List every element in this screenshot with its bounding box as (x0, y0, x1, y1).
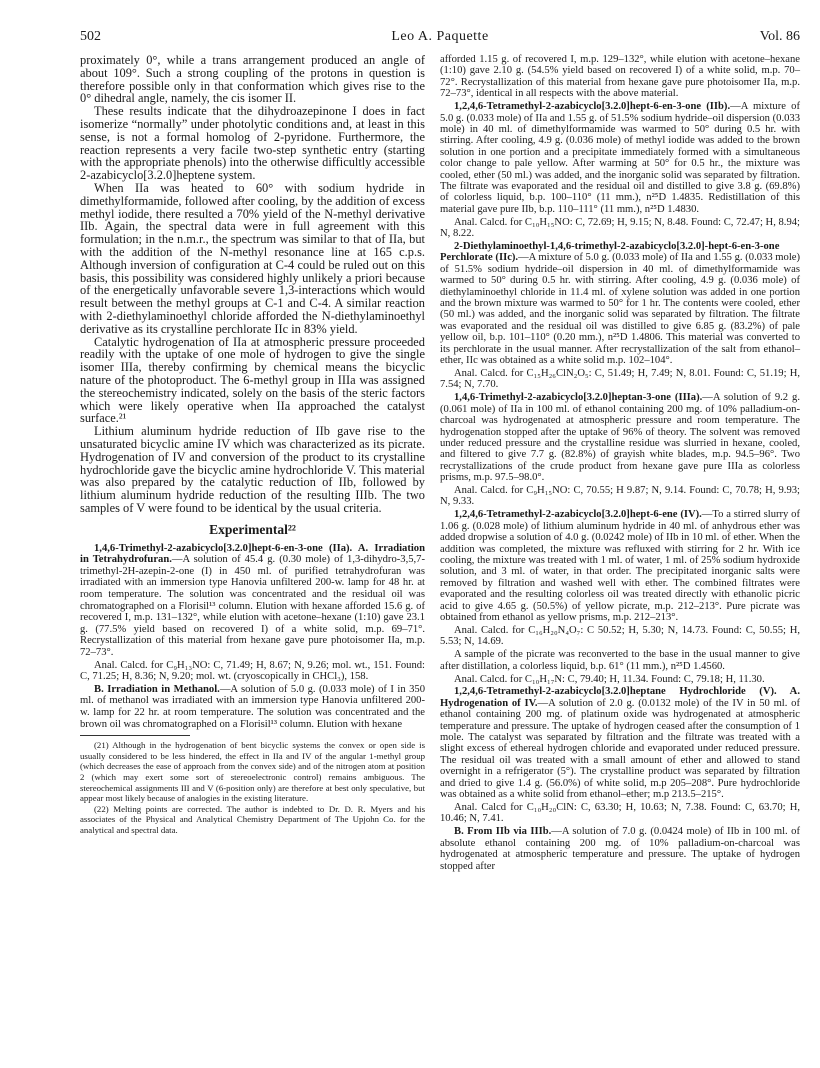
method-heading: B. From IIb via IIIb. (454, 826, 552, 838)
compound-heading: 2-Diethylaminoethyl-1,4,6-trimethyl-2-azabicyclo[3.2.0]-hept-6-en-3-one Perchlorate (IIc). (440, 241, 780, 264)
analysis-line: Anal. Calcd. for C₉H₁₃NO: C, 71.49; H, 8.67; N, 9.26; mol. wt., 151. Found: C, 71.25; H, 8.36; N, 9.20; mol. wt. (cryoscopically in CHCl₃), 158. (80, 659, 425, 683)
analysis-line: Anal. Calcd. for C₁₀H₁₅NO: C, 72.69; H, 9.15; N, 8.48. Found: C, 72.47; H, 8.94; N, 8.22. (440, 216, 800, 240)
analysis-line: Anal. Calcd. for C₉H₁₅NO: C, 70.55; H 9.87; N, 9.14. Found: C, 70.78; H, 9.93; N, 9.33. (440, 485, 800, 508)
volume-label: Vol. 86 (759, 29, 800, 44)
procedure-text: —To a stirred slurry of 1.06 g. (0.028 mole) of lithium aluminum hydride in 40 ml. of anhydrous ether was added dropwise a solution of 4.0 g. (0.0242 mole) of IIb in 10 ml. of ether. When the addition was completed, the mixture was refluxed with stirring for 2 hr. With ice cooling, the mixture was treated with 1 ml. of water, 1 ml. of 25% sodium hydroxide solution, and 3 ml. of water, in that order. The precipitated inorganic salts were removed by filtration and washed well with ether. The combined filtrates were evaporated and the resulting colorless oil was treated directly with ethanolic picric acid to give 4.65 g. (50.5%) of yellow picrate, m.p. 212–213°. Pure picrate was obtained from ethanol as yellow prisms, m.p. 212–213°. (440, 509, 800, 623)
running-author: Leo A. Paquette (391, 29, 489, 44)
footnote-21: (21) Although in the hydrogenation of bent bicyclic systems the convex or open side is usually considered to be less hindered, the effect in IIa and IV of the angular 1-methyl group (which decreases the ease of approach from the convex side) and of the nitrogen atom at position 2 (which may exert some sort of stereoelectronic control) remains ambiguous. The stereochemical assignments III and V (6-position only) are therefore at best only speculative, but appear most likely because of analogies in the existing literature. (80, 740, 425, 804)
procedure-text: —A solution of 7.0 g. (0.0424 mole) of IIb in 100 ml. of absolute ethanol containing 200 mg. of 10% palladium-on-charcoal was hydrogenated at atmospheric temperature and pressure. The uptake of hydrogen stopped after (440, 826, 800, 872)
procedure-paragraph (440, 826, 800, 872)
analysis-line: Anal. Calcd. for C₁₀H₁₇N: C, 79.40; H, 11.34. Found: C, 79.18; H, 11.30. (454, 673, 765, 685)
procedure-paragraph (80, 543, 425, 659)
analysis-line: Anal. Calcd. for C₁₆H₂₀N₄O₇: C 50.52; H, 5.30; N, 14.73. Found: C, 50.55; H, 5.53; N, 14.69. (440, 624, 800, 648)
paragraph: When IIa was heated to 60° with sodium hydride in dimethylformamide, followed after cooling, by the addition of excess methyl iodide, there resulted a 70% yield of the N-methyl derivative IIb. Again, the spectral data were in full agreement with this formulation; in the n.m.r., the spectrum was similar to that of IIa, but with the addition of the N-methyl resonance line at 165 c.p.s. Although inversion of configuration at C-4 could be ruled out on this basis, this possibility was considered highly unlikely a priori because of the energetically unfavorable severe 1,3-interactions which would result between the methyl groups at C-1 and C-4. A similar reaction with 2-diethylaminoethyl chloride afforded the N-diethylaminoethyl derivative as its crystalline perchlorate IIc in 83% yield. (80, 180, 425, 336)
compound-heading: 1,2,4,6-Tetramethyl-2-azabicyclo[3.2.0]hept-6-en-3-one (IIb). (454, 101, 731, 113)
procedure-paragraph (440, 686, 800, 800)
compound-heading: 1,4,6-Trimethyl-2-azabicyclo[3.2.0]hept-6-en-3-one (IIa). A. Irradiation in Tetrahydrofuran. (80, 542, 425, 566)
paragraph: Catalytic hydrogenation of IIa at atmospheric pressure proceeded readily with the uptake of one mole of hydrogen to give the single isomer IIIa, thereby confirming by chemical means the bicyclic nature of the photoproduct. The 6-methyl group in IIIa was assigned the stereochemistry indicated, solely on the basis of the steric factors which were likely operative when IIa approached the catalyst surface.²¹ (80, 334, 425, 426)
section-heading-experimental: Experimental²² (209, 521, 296, 537)
analysis-line: Anal. Calcd. for C₁₅H₂₆ClN₂O₅: C, 51.49; H, 7.49; N, 8.01. Found: C, 51.19; H, 7.54; N, 7.70. (440, 367, 800, 391)
paragraph: proximately 0°, while a trans arrangement produced an angle of about 109°. Such a strong coupling of the protons in question is therefore possible only in that conformation which gives rise to the 0° dihedral angle, namely, the cis isomer II. (80, 53, 425, 106)
page-number: 502 (80, 29, 101, 44)
method-heading: B. Irradiation in Methanol. (94, 683, 220, 695)
procedure-text: —A solution of 9.2 g. (0.061 mole) of IIa in 100 ml. of ethanol containing 200 mg. of 10% palladium-on-charcoal was hydrogenated at atmospheric pressure and room temperature. The hydrogenation stopped after the uptake of 96% of theory. The solvent was removed under reduced pressure and the crystalline residue was slurried in hexane, cooled, and filtered to give 7.7 g. (82.8%) of grayish white blades, m.p. 94.5–96°. Two recrystallizations of the crude product from hexane gave pure IIIa as colorless prisms, m.p. 97.5–98.0°. (440, 392, 800, 484)
experimental-block (80, 543, 425, 731)
compound-heading: 1,4,6-Trimethyl-2-azabicyclo[3.2.0]heptan-3-one (IIIa). (454, 392, 703, 404)
footnote-rule (80, 735, 190, 736)
procedure-paragraph: afforded 1.15 g. of recovered I, m.p. 129–132°, while elution with acetone–hexane (1:10) gave 2.10 g. (54.5% yield based on recovered I) of a white solid, m.p. 70–72°. Recrystallization of this material from hexane gave pure photoisomer IIa, m.p. 72–73°, identical in all respects with the above material. (440, 54, 800, 100)
running-header (80, 27, 800, 47)
right-column (440, 54, 800, 873)
procedure-text: —A mixture of 5.0 g. (0.033 mole) of IIa and 1.55 g. of 51.5% sodium hydride–oil dispersion (0.033 mole) in 40 ml. of dimethylformamide was warmed to 50° during 0.5 hr. with stirring. After cooling, 4.9 g. (0.036 mole) of methyl iodide was added to the brown solution in one portion and a precipitate immediately formed with a simultaneous color change to pale yellow. After warming at 50° for 0.5 hr., the mixture was cooled, ether (50 ml.) was added, and the inorganic solid was separated by filtration. The filtrate was evaporated and the residual oil and distilled to give 3.8 g. (69.8%) of colorless liquid, b.p. 100–110° (11 mm.), n²⁵D 1.4835. Redistillation of this material gave pure IIb, b.p. 110–111° (11 mm.), n²⁵D 1.4830. (440, 101, 800, 215)
paragraph: Lithium aluminum hydride reduction of IIb gave rise to the unsaturated bicyclic amine IV which was characterized as its picrate. Hydrogenation of IV and conversion of the product to its crystalline hydrochloride gave the bicyclic amine hydrochloride V. This material was also prepared by the catalytic reduction of IIb, followed by lithium aluminum hydride reduction of the resulting IIIb. The two samples of V were found to be identical by the usual criteria. (80, 424, 425, 515)
analysis-line: Anal. Calcd for C₁₀H₂₀ClN: C, 63.30; H, 10.63; N, 7.38. Found: C, 63.70; H, 10.46; N, 7.41. (440, 802, 800, 825)
procedure-paragraph (440, 241, 800, 366)
procedure-text: —A mixture of 5.0 g. (0.033 mole) of IIa and 1.55 g. (0.033 mole) of 51.5% sodium hydride–oil dispersion in 40 ml. of dimethylformamide was warmed to 50° during 0.5 hr. with stirring. After cooling, 4.9 g. (0.036 mole) of diethylaminoethyl chloride in 11.4 ml. of xylene solution was added in one portion and the brown mixture was warmed to 50° for 1 hr. The contents were cooled, ether (50 ml.) was added, and the inorganic solid was separated by filtration. The filtrate was evaporated and the residual oil was distilled to give 6.85 g. (83.2%) of pale yellow oil, b.p. 101–110° (0.20 mm.), n²⁵D 1.4806. This material was converted to its perchlorate in the usual manner. After recrystallization of the salt from ethanol–ether, IIc was obtained as a white solid m.p. 102–104°. (440, 252, 801, 367)
paragraph: These results indicate that the dihydroazepinone I does in fact isomerize “normally” under photolytic conditions and, at least in this sense, is not a formal homolog of 2-pyridone. Furthermore, the reaction represents a very facile two-step synthetic entry (starting with the appropriate phenols) into the otherwise difficultly accessible 2-azabicyclo[3.2.0]heptene system. (80, 104, 425, 183)
procedure-paragraph: A sample of the picrate was reconverted to the base in the usual manner to give after distillation, a colorless liquid, b.p. 61° (11 mm.), n²⁵D 1.4560. (440, 649, 800, 672)
footnote-22: (22) Melting points are corrected. The author is indebted to Dr. D. R. Myers and his associates of the Physical and Analytical Chemistry Department of The Upjohn Co. for the analytical and spectral data. (80, 803, 425, 835)
procedure-text: —A solution of 2.0 g. (0.0132 mole) of the IV in 50 ml. of ethanol containing 200 mg. of platinum oxide was hydrogenated at atmospheric temperature and pressure. The uptake of hydrogen ceased after the consumption of 1 mole. The catalyst was separated by filtration and the filtrate was treated with a slight excess of ethereal hydrogen chloride and evaporated under reduced pressure. The residual oil was treated with a small amount of ether and allowed to stand overnight in a refrigerator (5°). The crystalline product was separated by filtration and dried to give 1.4 g. (56.0%) of white solid, m.p 205–208°. Pure hydrochloride was obtained as a white solid from ethanol–ether; m.p 213.5–215°. (440, 697, 800, 801)
procedure-paragraph (440, 392, 800, 483)
procedure-paragraph (440, 101, 800, 215)
left-column (80, 54, 425, 836)
procedure-paragraph (80, 684, 425, 730)
compound-heading: 1,2,4,6-Tetramethyl-2-azabicyclo[3.2.0]hept-6-ene (IV). (454, 509, 702, 521)
procedure-paragraph (440, 509, 800, 623)
procedure-text: —A solution of 45.4 g. (0.30 mole) of 1,3-dihydro-3,5,7-trimethyl-2H-azepin-2-one (I) in 450 ml. of purified tetrahydrofuran was irradiated with an immersion type Hanovia unfiltered 200-w. lamp for 48 hr. at room temperature. The solution was concentrated and the residual oil was chromatographed on a Florisil¹³ column. Elution with hexane afforded 15.6 g. of recovered I, m.p. 131–132°, while elution with acetone–hexane (1:10) gave 23.1 g. (77.5% yield based on recovered I) of a white solid, m.p. 69–71°. Recrystallization of this material from hexane gave pure photoisomer IIa, m.p. 72–73°. (80, 554, 425, 659)
compound-heading: 1,2,4,6-Tetramethyl-2-azabicyclo[3.2.0]heptane Hydrochloride (V). A. Hydrogenation of IV. (440, 686, 800, 709)
procedure-text: —A solution of 5.0 g. (0.033 mole) of I in 350 ml. of methanol was irradiated with an immersion type Hanovia unfiltered 200-w. lamp for 22 hr. at room temperature. The solution was concentrated and the brown oil was chromatographed on a Florisil¹³ column. Elution with hexane (80, 683, 425, 730)
